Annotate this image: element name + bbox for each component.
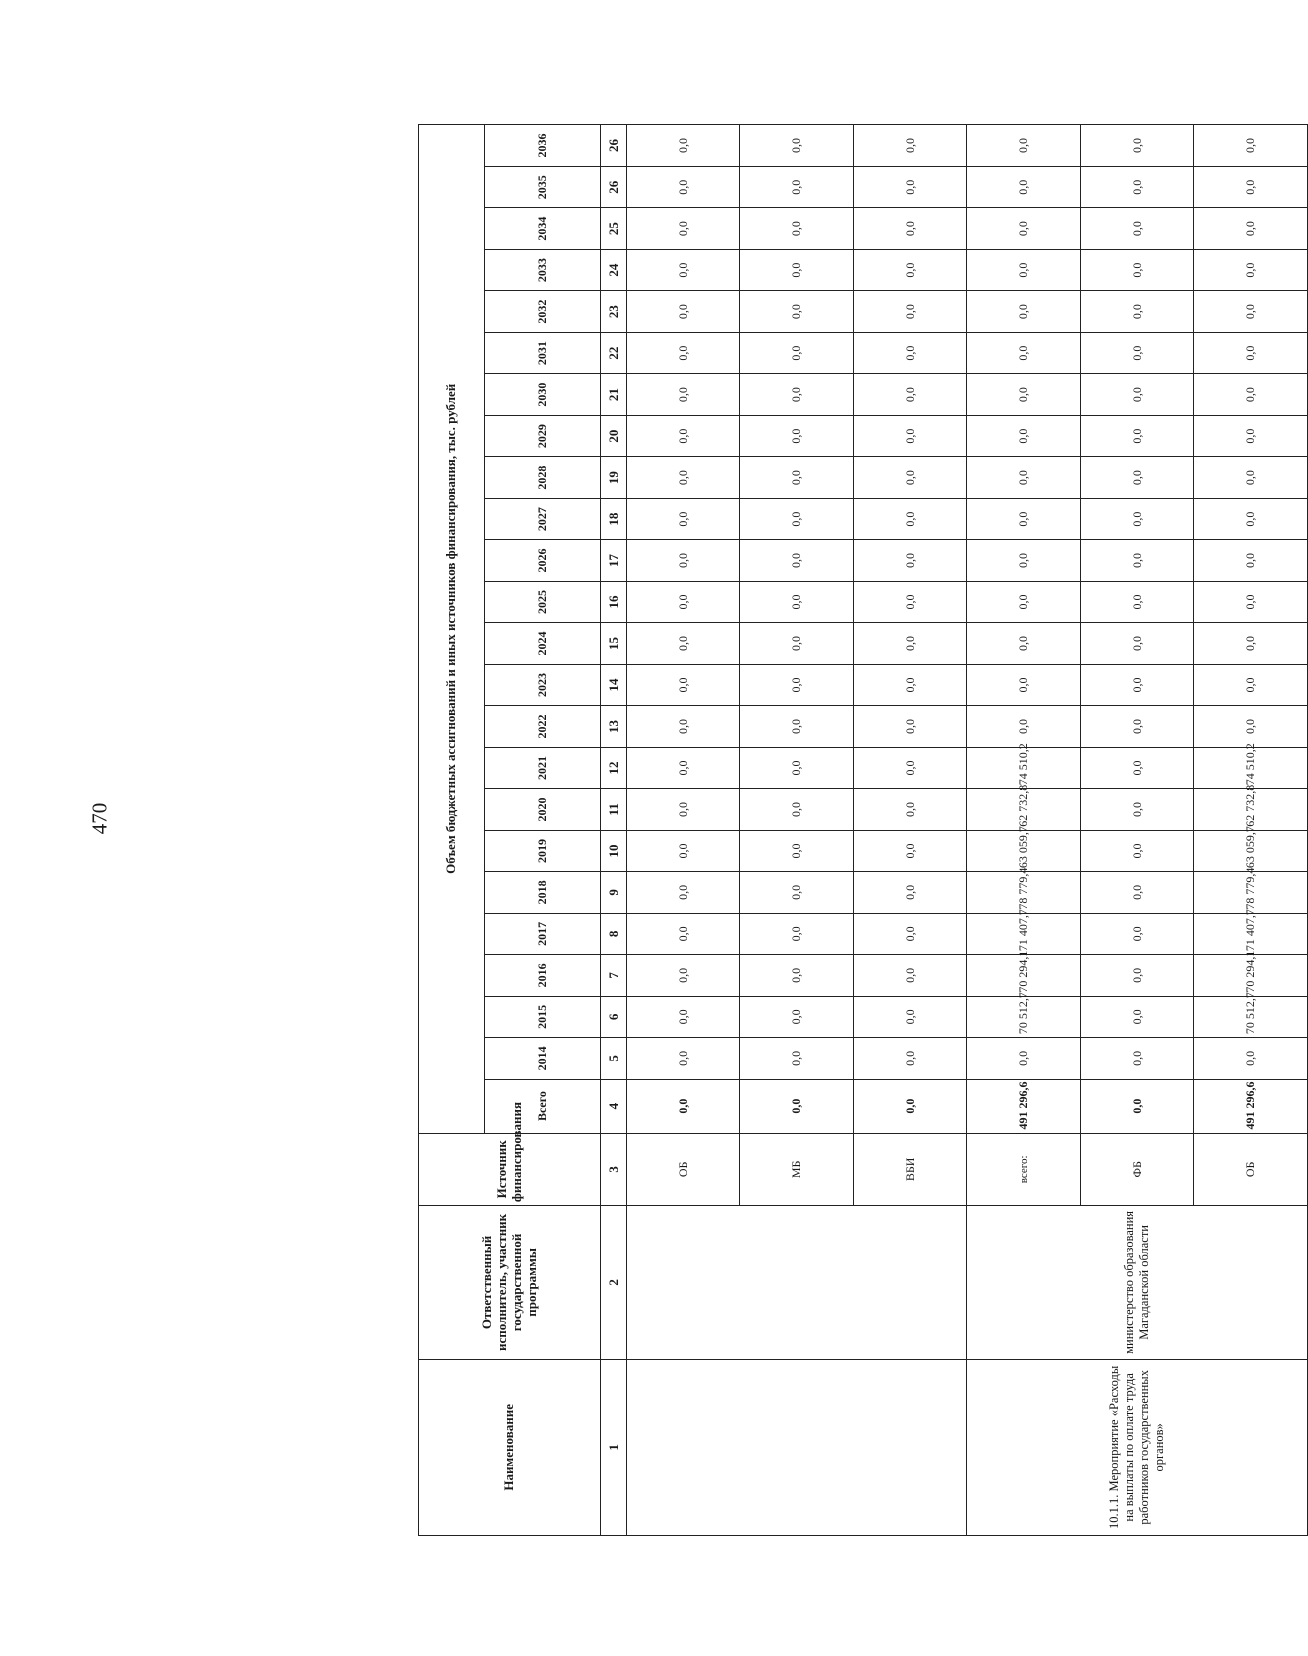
- column-number: 2: [601, 1206, 626, 1360]
- value-cell: 0,0: [740, 913, 854, 954]
- value-cell: 0,0: [853, 789, 967, 830]
- year-header: 2025: [484, 581, 601, 622]
- value-cell: 0,0: [1194, 166, 1308, 207]
- header-executor: Ответственный исполнитель, участник государственной программы: [419, 1206, 601, 1360]
- value-cell: 0,0: [626, 415, 740, 456]
- value-cell: 0,0: [967, 457, 1081, 498]
- value-cell: 0,0: [1194, 332, 1308, 373]
- value-cell: 70 294,1: [1194, 955, 1308, 996]
- value-cell: 70 294,1: [967, 955, 1081, 996]
- value-cell: 0,0: [740, 332, 854, 373]
- value-cell: 0,0: [853, 249, 967, 290]
- column-number: 11: [601, 789, 626, 830]
- value-cell: 0,0: [1080, 208, 1194, 249]
- value-cell: 0,0: [740, 415, 854, 456]
- value-cell: 0,0: [967, 706, 1081, 747]
- value-cell: 0,0: [740, 996, 854, 1037]
- value-cell: 0,0: [967, 208, 1081, 249]
- value-cell: 0,0: [626, 498, 740, 539]
- value-cell: 0,0: [967, 125, 1081, 167]
- total-cell: 0,0: [626, 1079, 740, 1133]
- table-row: [626, 125, 740, 1536]
- value-cell: 0,0: [967, 540, 1081, 581]
- value-cell: 0,0: [1080, 623, 1194, 664]
- year-header: 2024: [484, 623, 601, 664]
- header-total: Всего: [484, 1079, 601, 1133]
- total-cell: 0,0: [853, 1079, 967, 1133]
- value-cell: 0,0: [853, 415, 967, 456]
- column-number: 5: [601, 1038, 626, 1079]
- value-cell: 0,0: [626, 249, 740, 290]
- value-cell: 0,0: [853, 623, 967, 664]
- table-body: [419, 125, 1308, 1536]
- value-cell: 0,0: [1194, 581, 1308, 622]
- value-cell: 0,0: [853, 374, 967, 415]
- value-cell: 0,0: [967, 498, 1081, 539]
- value-cell: 0,0: [626, 747, 740, 788]
- value-cell: 0,0: [1194, 208, 1308, 249]
- source-cell: ВБИ: [853, 1133, 967, 1206]
- column-number: 3: [601, 1133, 626, 1206]
- value-cell: 0,0: [1080, 955, 1194, 996]
- column-number: 18: [601, 498, 626, 539]
- source-cell: ОБ: [626, 1133, 740, 1206]
- value-cell: 0,0: [740, 374, 854, 415]
- value-cell: 0,0: [853, 457, 967, 498]
- value-cell: 0,0: [1194, 706, 1308, 747]
- value-cell: 0,0: [626, 830, 740, 871]
- year-header: 2014: [484, 1038, 601, 1079]
- value-cell: 0,0: [853, 125, 967, 167]
- value-cell: 0,0: [740, 1038, 854, 1079]
- value-cell: 0,0: [626, 706, 740, 747]
- column-number: 10: [601, 830, 626, 871]
- value-cell: 0,0: [853, 208, 967, 249]
- year-header: 2016: [484, 955, 601, 996]
- value-cell: 0,0: [1080, 374, 1194, 415]
- activity-name-cell: [626, 1359, 967, 1535]
- value-cell: 0,0: [626, 872, 740, 913]
- value-cell: 62 732,8: [967, 789, 1081, 830]
- year-header: 2028: [484, 457, 601, 498]
- value-cell: 0,0: [740, 249, 854, 290]
- value-cell: 0,0: [853, 581, 967, 622]
- column-number: 12: [601, 747, 626, 788]
- value-cell: 0,0: [740, 623, 854, 664]
- source-cell: ОБ: [1194, 1133, 1308, 1206]
- value-cell: 0,0: [853, 706, 967, 747]
- budget-table: [418, 124, 1308, 1536]
- value-cell: 0,0: [740, 747, 854, 788]
- value-cell: 0,0: [1194, 498, 1308, 539]
- value-cell: 0,0: [967, 623, 1081, 664]
- value-cell: 0,0: [1080, 830, 1194, 871]
- budget-table-sheet: [418, 124, 1308, 1536]
- value-cell: 0,0: [967, 249, 1081, 290]
- source-cell: МБ: [740, 1133, 854, 1206]
- year-header: 2015: [484, 996, 601, 1037]
- value-cell: 70 512,7: [967, 996, 1081, 1037]
- value-cell: 62 732,8: [1194, 789, 1308, 830]
- column-number: 26: [601, 166, 626, 207]
- value-cell: 0,0: [740, 706, 854, 747]
- value-cell: 0,0: [1080, 664, 1194, 705]
- value-cell: 0,0: [853, 498, 967, 539]
- value-cell: 0,0: [967, 581, 1081, 622]
- value-cell: 0,0: [1080, 166, 1194, 207]
- year-header: 2022: [484, 706, 601, 747]
- value-cell: 0,0: [967, 664, 1081, 705]
- value-cell: 0,0: [853, 955, 967, 996]
- value-cell: 0,0: [1194, 457, 1308, 498]
- value-cell: 0,0: [1080, 872, 1194, 913]
- year-header: 2031: [484, 332, 601, 373]
- year-header: 2034: [484, 208, 601, 249]
- value-cell: 0,0: [626, 913, 740, 954]
- value-cell: 0,0: [1080, 706, 1194, 747]
- value-cell: 0,0: [967, 291, 1081, 332]
- value-cell: 74 510,2: [1194, 747, 1308, 788]
- column-number: 14: [601, 664, 626, 705]
- value-cell: 74 510,2: [967, 747, 1081, 788]
- header-name: Наименование: [419, 1359, 601, 1535]
- column-number: 21: [601, 374, 626, 415]
- value-cell: 0,0: [1194, 540, 1308, 581]
- value-cell: 0,0: [626, 540, 740, 581]
- value-cell: 0,0: [967, 166, 1081, 207]
- total-cell: 491 296,6: [1194, 1079, 1308, 1133]
- value-cell: 0,0: [626, 1038, 740, 1079]
- value-cell: 0,0: [967, 415, 1081, 456]
- year-header: 2026: [484, 540, 601, 581]
- column-number: 19: [601, 457, 626, 498]
- value-cell: 0,0: [740, 125, 854, 167]
- column-number: 16: [601, 581, 626, 622]
- value-cell: 0,0: [1080, 415, 1194, 456]
- value-cell: 0,0: [626, 374, 740, 415]
- value-cell: 0,0: [1080, 1038, 1194, 1079]
- activity-name-cell: 10.1.1. Мероприятие «Расходы на выплаты по оплате труда работников государственных органов»: [967, 1359, 1308, 1535]
- year-header: 2032: [484, 291, 601, 332]
- value-cell: 0,0: [740, 872, 854, 913]
- year-header: 2020: [484, 789, 601, 830]
- column-number: 15: [601, 623, 626, 664]
- column-number: 24: [601, 249, 626, 290]
- value-cell: 0,0: [626, 955, 740, 996]
- value-cell: 0,0: [967, 332, 1081, 373]
- value-cell: 0,0: [740, 291, 854, 332]
- value-cell: 0,0: [1194, 1038, 1308, 1079]
- value-cell: 0,0: [740, 166, 854, 207]
- value-cell: 0,0: [1080, 913, 1194, 954]
- value-cell: 0,0: [967, 374, 1081, 415]
- column-number: 4: [601, 1079, 626, 1133]
- column-number: 25: [601, 208, 626, 249]
- value-cell: 0,0: [626, 208, 740, 249]
- value-cell: 0,0: [626, 291, 740, 332]
- value-cell: 0,0: [626, 996, 740, 1037]
- value-cell: 0,0: [1080, 540, 1194, 581]
- header-source: Источник финансирования: [419, 1133, 601, 1206]
- value-cell: 0,0: [1194, 125, 1308, 167]
- value-cell: 0,0: [853, 1038, 967, 1079]
- value-cell: 0,0: [1080, 747, 1194, 788]
- year-header: 2027: [484, 498, 601, 539]
- value-cell: 0,0: [626, 166, 740, 207]
- value-cell: 0,0: [1080, 498, 1194, 539]
- source-cell: ФБ: [1080, 1133, 1194, 1206]
- year-header: 2035: [484, 166, 601, 207]
- value-cell: 0,0: [853, 332, 967, 373]
- column-numbers-row: [601, 125, 626, 1536]
- value-cell: 0,0: [853, 291, 967, 332]
- value-cell: 0,0: [740, 457, 854, 498]
- value-cell: 0,0: [740, 664, 854, 705]
- value-cell: 0,0: [626, 332, 740, 373]
- value-cell: 70 512,7: [1194, 996, 1308, 1037]
- value-cell: 0,0: [1194, 291, 1308, 332]
- value-cell: 0,0: [1080, 581, 1194, 622]
- column-number: 23: [601, 291, 626, 332]
- year-header: 2033: [484, 249, 601, 290]
- year-header: 2017: [484, 913, 601, 954]
- column-number: 22: [601, 332, 626, 373]
- column-number: 8: [601, 913, 626, 954]
- value-cell: 0,0: [740, 830, 854, 871]
- value-cell: 0,0: [853, 913, 967, 954]
- value-cell: 78 779,4: [1194, 872, 1308, 913]
- year-header: 2036: [484, 125, 601, 167]
- total-cell: 0,0: [740, 1079, 854, 1133]
- value-cell: 0,0: [1194, 415, 1308, 456]
- value-cell: 0,0: [1080, 457, 1194, 498]
- value-cell: 0,0: [967, 1038, 1081, 1079]
- value-cell: 0,0: [740, 955, 854, 996]
- column-number: 17: [601, 540, 626, 581]
- column-number: 20: [601, 415, 626, 456]
- value-cell: 0,0: [626, 789, 740, 830]
- value-cell: 0,0: [1194, 374, 1308, 415]
- value-cell: 0,0: [1080, 249, 1194, 290]
- value-cell: 0,0: [1194, 664, 1308, 705]
- value-cell: 0,0: [853, 996, 967, 1037]
- value-cell: 71 407,7: [967, 913, 1081, 954]
- value-cell: 0,0: [853, 166, 967, 207]
- column-number: 1: [601, 1359, 626, 1535]
- column-number: 26: [601, 125, 626, 167]
- value-cell: 0,0: [1080, 332, 1194, 373]
- value-cell: 0,0: [626, 457, 740, 498]
- executor-cell: [626, 1206, 967, 1360]
- total-cell: 0,0: [1080, 1079, 1194, 1133]
- value-cell: 0,0: [1080, 125, 1194, 167]
- value-cell: 63 059,7: [967, 830, 1081, 871]
- year-header: 2030: [484, 374, 601, 415]
- value-cell: 0,0: [853, 747, 967, 788]
- value-cell: 0,0: [740, 581, 854, 622]
- header-row: [419, 125, 485, 1536]
- value-cell: 71 407,7: [1194, 913, 1308, 954]
- value-cell: 0,0: [853, 830, 967, 871]
- value-cell: 0,0: [1194, 249, 1308, 290]
- year-header: 2021: [484, 747, 601, 788]
- executor-cell: министерство образования Магаданской области: [967, 1206, 1308, 1360]
- source-cell: всего:: [967, 1133, 1081, 1206]
- value-cell: 0,0: [740, 540, 854, 581]
- value-cell: 0,0: [626, 125, 740, 167]
- value-cell: 0,0: [1194, 623, 1308, 664]
- table-row: [967, 125, 1081, 1536]
- value-cell: 0,0: [853, 664, 967, 705]
- page-number: 470: [87, 802, 112, 835]
- value-cell: 0,0: [1080, 996, 1194, 1037]
- header-volume: Объем бюджетных ассигнований и иных источников финансирования, тыс. рублей: [419, 125, 485, 1134]
- column-number: 6: [601, 996, 626, 1037]
- value-cell: 0,0: [1080, 789, 1194, 830]
- year-header: 2018: [484, 872, 601, 913]
- value-cell: 63 059,7: [1194, 830, 1308, 871]
- column-number: 13: [601, 706, 626, 747]
- value-cell: 0,0: [853, 872, 967, 913]
- column-number: 7: [601, 955, 626, 996]
- value-cell: 0,0: [740, 208, 854, 249]
- total-cell: 491 296,6: [967, 1079, 1081, 1133]
- value-cell: 0,0: [626, 581, 740, 622]
- column-number: 9: [601, 872, 626, 913]
- value-cell: 0,0: [740, 789, 854, 830]
- value-cell: 0,0: [740, 498, 854, 539]
- value-cell: 0,0: [853, 540, 967, 581]
- year-header: 2029: [484, 415, 601, 456]
- value-cell: 0,0: [626, 623, 740, 664]
- year-header: 2023: [484, 664, 601, 705]
- value-cell: 0,0: [626, 664, 740, 705]
- value-cell: 0,0: [1080, 291, 1194, 332]
- year-header: 2019: [484, 830, 601, 871]
- value-cell: 78 779,4: [967, 872, 1081, 913]
